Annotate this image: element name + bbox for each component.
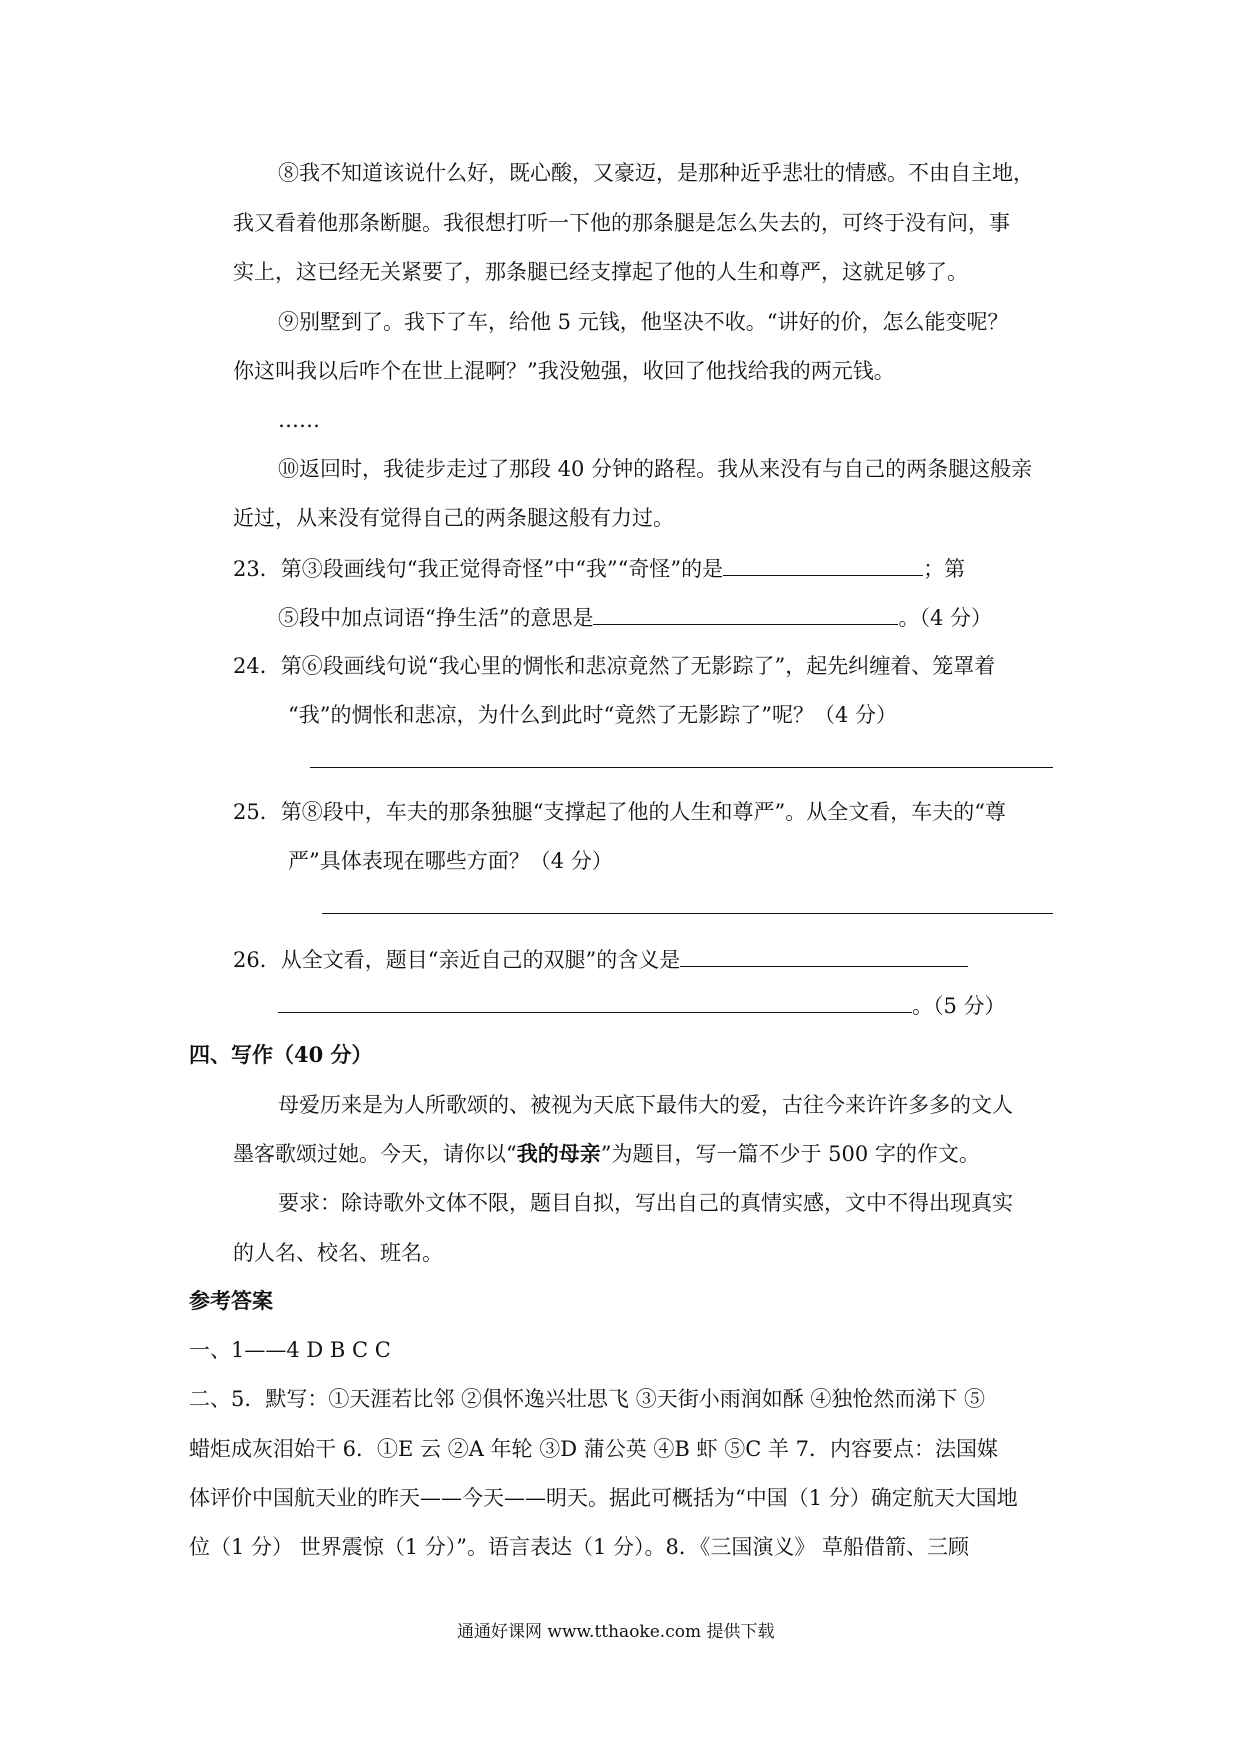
- question-26-line2: [278, 990, 1006, 1021]
- answers-line3: 蜡炬成灰泪始干 6．①E 云 ②A 年轮 ③D 蒲公英 ④B 虾 ⑤C 羊 7．内容要点：法国媒: [189, 1437, 998, 1461]
- question-25-line1: 25．第⑧段中，车夫的那条独腿“支撑起了他的人生和尊严”。从全文看，车夫的“尊: [233, 800, 1006, 824]
- writing-requirements-line1: 要求：除诗歌外文体不限，题目自拟，写出自己的真情实感，文中不得出现真实: [278, 1191, 1013, 1215]
- question-23-prompt-2: ⑤段中加点词语“挣生活”的意思是: [278, 606, 594, 630]
- passage-p8-line2: 我又看着他那条断腿。我很想打听一下他的那条腿是怎么失去的，可终于没有问，事: [233, 211, 1010, 235]
- answers-line5: 位（1 分） 世界震惊（1 分）”。语言表达（1 分）。8．《三国演义》 草船借箭、三顾: [189, 1535, 970, 1559]
- passage-p9-line1: ⑨别墅到了。我下了车，给他 5 元钱，他坚决不收。“讲好的价，怎么能变呢？: [278, 310, 1009, 334]
- writing-prompt-before-title: 墨客歌颂过她。今天，请你以“: [233, 1142, 517, 1166]
- answer-blank-23a[interactable]: [723, 553, 923, 576]
- page-footer: 通通好课网 www.tthaoke.com 提供下载: [457, 1622, 775, 1642]
- writing-prompt-line1: 母爱历来是为人所歌颂的、被视为天底下最伟大的爱，古往今来许许多多的文人: [278, 1093, 1013, 1117]
- answer-blank-26a[interactable]: [680, 944, 968, 967]
- question-26-line1: [233, 944, 968, 975]
- question-23-points: 。（4 分）: [898, 606, 993, 630]
- question-23-line2: [278, 602, 992, 633]
- passage-p10-line2: 近过，从来没有觉得自己的两条腿这般有力过。: [233, 506, 674, 530]
- answers-line1: 一、1——4 D B C C: [189, 1338, 391, 1362]
- question-26-points: 。（5 分）: [912, 994, 1006, 1018]
- answer-line-25[interactable]: [322, 913, 1053, 914]
- answers-heading: 参考答案: [189, 1288, 273, 1313]
- answers-line4: 体评价中国航天业的昨天——今天——明天。据此可概括为“中国（1 分）确定航天大国地: [189, 1486, 1018, 1510]
- answer-blank-26b[interactable]: [278, 990, 912, 1013]
- passage-p8-line3: 实上，这已经无关紧要了，那条腿已经支撑起了他的人生和尊严，这就足够了。: [233, 260, 968, 284]
- passage-p8-line1: ⑧我不知道该说什么好，既心酸，又豪迈，是那种近乎悲壮的情感。不由自主地，: [278, 161, 1034, 185]
- writing-section-heading: 四、写作（40 分）: [189, 1042, 373, 1067]
- question-24-line2: “我”的惆怅和悲凉，为什么到此时“竟然了无影踪了”呢？（4 分）: [288, 703, 897, 727]
- question-25-line2: 严”具体表现在哪些方面？（4 分）: [288, 849, 613, 873]
- answers-line2: 二、5．默写：①天涯若比邻 ②俱怀逸兴壮思飞 ③天街小雨润如酥 ④独怆然而涕下 ⑤: [189, 1387, 986, 1411]
- passage-ellipsis: ……: [278, 408, 320, 432]
- question-23-prompt: 23．第③段画线句“我正觉得奇怪”中“我”“奇怪”的是: [233, 557, 724, 581]
- writing-prompt-after-title: ”为题目，写一篇不少于 500 字的作文。: [600, 1142, 980, 1166]
- writing-prompt-line2: [233, 1139, 980, 1169]
- answer-blank-23b[interactable]: [593, 602, 898, 625]
- question-24-line1: 24．第⑥段画线句说“我心里的惆怅和悲凉竟然了无影踪了”，起先纠缠着、笼罩着: [233, 654, 996, 678]
- question-23-line1: [233, 553, 965, 584]
- passage-p9-line2: 你这叫我以后咋个在世上混啊？”我没勉强，收回了他找给我的两元钱。: [233, 359, 895, 383]
- passage-p10-line1: ⑩返回时，我徒步走过了那段 40 分钟的路程。我从来没有与自己的两条腿这般亲: [278, 457, 1033, 481]
- question-26-prompt: 26．从全文看，题目“亲近自己的双腿”的含义是: [233, 948, 681, 972]
- answer-line-24[interactable]: [310, 767, 1053, 768]
- writing-requirements-line2: 的人名、校名、班名。: [233, 1241, 443, 1265]
- question-23-continuation: ；第: [923, 557, 966, 581]
- essay-title: 我的母亲: [516, 1141, 601, 1166]
